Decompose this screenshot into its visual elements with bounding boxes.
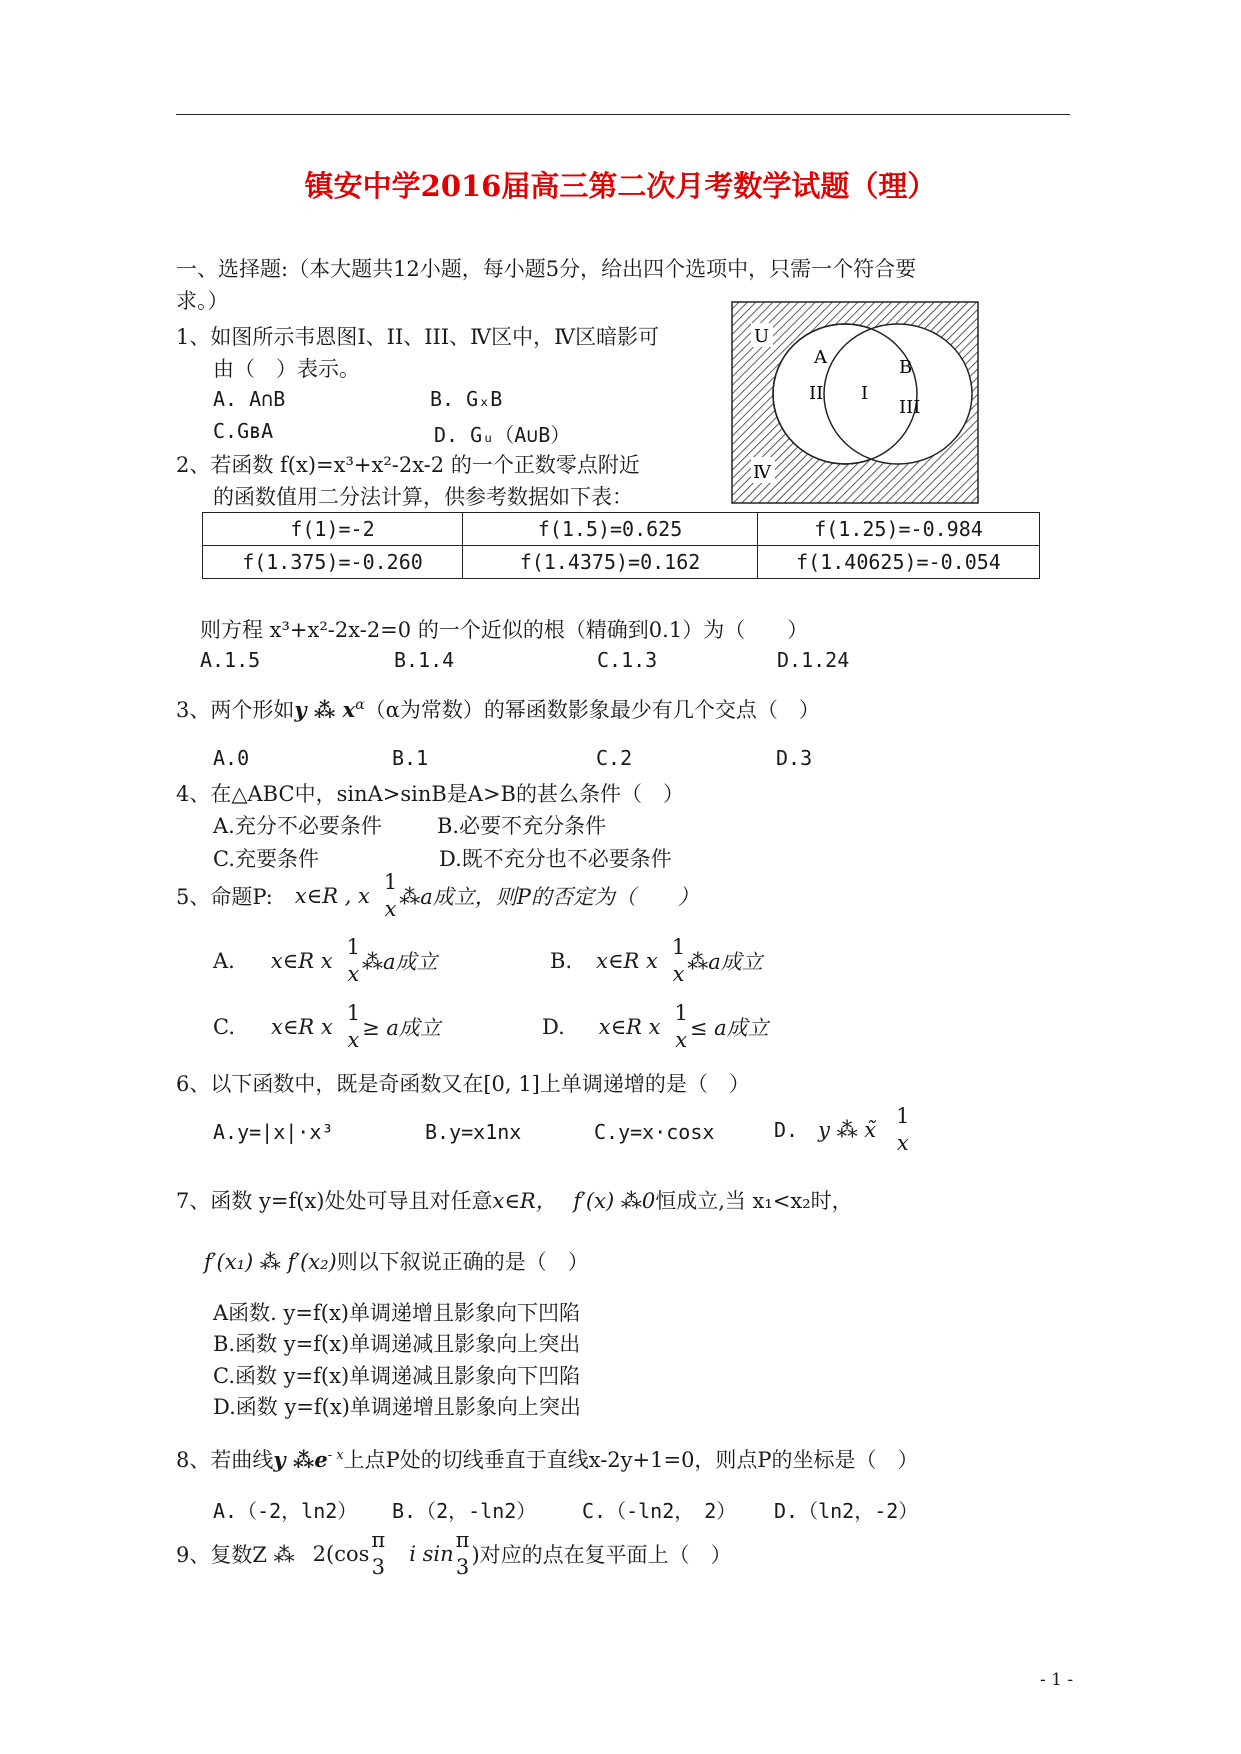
q3-option-d: D.3	[776, 746, 813, 770]
q5-option-d	[542, 1003, 769, 1051]
q5-option-d-fraction	[674, 1003, 687, 1051]
q6-option-b: B.y=x1nx	[425, 1120, 522, 1144]
q4-option-c: C.充要条件	[213, 847, 319, 871]
q2-stem-line2: 的函数值用二分法计算，供参考数据如下表：	[213, 485, 633, 509]
q5-option-b-fraction	[672, 937, 685, 985]
q6-stem: 6、以下函数中，既是奇函数又在[0, 1]上单调递增的是（ ）	[176, 1072, 750, 1096]
venn-label-ii: II	[809, 383, 824, 404]
q5-option-b-label: B.	[550, 949, 573, 973]
q8-formula: y ⁂e	[273, 1447, 328, 1472]
q8-stem-prefix: 8、若曲线	[176, 1448, 274, 1472]
q4-option-d: D.既不充分也不必要条件	[439, 847, 672, 871]
q2-stem-line1: 2、若函数 f(x)=x³+x²-2x-2 的一个正数零点附近	[176, 453, 640, 477]
q5-option-d-suffix: ≤ a成立	[689, 1016, 769, 1040]
q2-option-d: D.1.24	[777, 648, 850, 672]
q1-option-b: B. GₓB	[430, 387, 503, 411]
q1-option-d: D. Gᵤ（A∪B）	[434, 423, 571, 447]
venn-label-i: I	[861, 383, 869, 404]
page-title: 镇安中学2016届高三第二次月考数学试题（理）	[304, 169, 937, 203]
page-number: - 1 -	[1040, 1670, 1074, 1690]
fraction-denominator: x	[347, 962, 360, 986]
q5-option-c-label: C.	[213, 1015, 235, 1039]
q5-option-d-mid: x∈R x	[598, 1015, 661, 1039]
venn-label-u: U	[754, 326, 770, 347]
q7-option-d: D.函数 y=f(x)单调递增且影象向上突出	[213, 1395, 581, 1419]
fraction-denominator: 3	[455, 1555, 470, 1579]
q5-stem	[176, 872, 699, 920]
q2-tail: 则方程 x³+x²-2x-2=0 的一个近似的根（精确到0.1）为（ ）	[200, 618, 809, 642]
header-rule	[176, 114, 1070, 115]
table-cell: f(1.25)=-0.984	[758, 513, 1040, 546]
fraction-numerator: 1	[346, 1001, 361, 1025]
fraction-numerator: 1	[346, 935, 360, 959]
fraction-numerator: π	[455, 1528, 470, 1552]
q7-stem-line1	[176, 1185, 853, 1215]
venn-label-a: A	[814, 347, 827, 368]
q7-stem-suffix: 恒成立,当 x₁<x₂时，	[655, 1189, 853, 1213]
fraction-denominator: x	[384, 897, 397, 921]
q5-option-c-mid: x∈R x	[271, 1015, 333, 1039]
q5-option-b-mid: x∈R x	[596, 949, 658, 973]
q5-option-a-mid: x∈R x	[270, 949, 333, 973]
q9-stem-prefix: 9、复数Z ⁂	[176, 1543, 295, 1567]
q7-stem-derivative: f′(x) ⁂0	[573, 1189, 656, 1213]
fraction-denominator: x	[347, 1028, 360, 1052]
table-row	[203, 513, 1040, 546]
venn-label-iv: Ⅳ	[753, 462, 771, 483]
q2-option-c: C.1.3	[597, 648, 658, 672]
fraction-denominator: x	[675, 1028, 688, 1052]
q5-option-b	[550, 937, 763, 985]
venn-diagram	[731, 301, 979, 504]
q8-stem-suffix: 上点P处的切线垂直于直线x-2y+1=0，则点P的坐标是（ ）	[343, 1448, 919, 1472]
q8-option-b: B.（2，-ln2）	[392, 1499, 537, 1523]
q1-stem-line1: 1、如图所示韦恩图I、II、III、Ⅳ区中，Ⅳ区暗影可	[176, 325, 660, 349]
q9-formula-sin: i sin	[409, 1542, 454, 1566]
q6-option-d-fraction	[896, 1106, 909, 1154]
q5-option-a-label: A.	[213, 949, 235, 973]
q9-stem	[176, 1530, 732, 1578]
q7-option-b: B.函数 y=f(x)单调递减且影象向上突出	[213, 1332, 581, 1356]
q9-formula-cos: 2(cos	[312, 1542, 370, 1566]
q6-option-a: A.y=|x|·x³	[213, 1120, 334, 1144]
q5-option-c	[213, 1003, 441, 1051]
q8-option-d: D.（ln2，-2）	[774, 1499, 919, 1523]
fraction-numerator: 1	[674, 1001, 688, 1025]
table-row	[203, 546, 1040, 579]
q3-stem-suffix: （α为常数）的幂函数影象最少有几个交点（ ）	[364, 698, 820, 722]
q6-option-d	[774, 1106, 912, 1154]
table-cell: f(1)=-2	[203, 513, 463, 546]
q7-option-c: C.函数 y=f(x)单调递减且影象向下凹陷	[213, 1364, 581, 1388]
q5-stem-prefix: 5、命题P:	[176, 885, 273, 909]
q2-option-a: A.1.5	[200, 648, 261, 672]
q1-stem-line2: 由（ ）表示。	[213, 357, 360, 381]
q8-option-a: A.（-2，ln2）	[213, 1499, 358, 1523]
q8-exponent: - x	[327, 1448, 344, 1463]
q8-stem	[176, 1444, 919, 1474]
fraction-denominator: 3	[371, 1555, 385, 1579]
q9-fraction-1	[371, 1530, 385, 1578]
table-cell: f(1.5)=0.625	[463, 513, 758, 546]
q6-option-d-label: D.	[774, 1118, 799, 1142]
q5-option-c-suffix: ≥ a成立	[362, 1016, 441, 1040]
q1-option-c: C.GʙA	[213, 419, 274, 443]
q5-option-a	[213, 937, 437, 985]
q5-option-b-suffix: ⁂a成立	[687, 950, 763, 974]
q5-stem-mid: x∈R , x	[294, 884, 370, 908]
q3-option-c: C.2	[596, 746, 633, 770]
table-cell: f(1.4375)=0.162	[463, 546, 758, 579]
q4-option-a: A.充分不必要条件	[213, 814, 382, 838]
q1-option-a: A. A∩B	[213, 387, 286, 411]
q3-option-a: A.0	[213, 746, 250, 770]
q2-value-table	[202, 512, 1040, 579]
q3-stem	[176, 694, 820, 724]
q3-formula: y ⁂ x	[294, 697, 356, 722]
q6-option-c: C.y=x·cosx	[594, 1120, 715, 1144]
section-heading-line2: 求。）	[176, 289, 229, 313]
q4-stem: 4、在△ABC中，sinA>sinB是A>B的甚么条件（ ）	[176, 782, 684, 806]
section-heading-line1: 一、选择题:（本大题共12小题，每小题5分，给出四个选项中，只需一个符合要	[176, 257, 917, 281]
q5-stem-suffix: ⁂a成立，则P的否定为（ ）	[399, 885, 699, 909]
q9-fraction-2	[456, 1530, 470, 1578]
q5-option-a-fraction	[347, 937, 360, 985]
fraction-numerator: 1	[671, 935, 686, 959]
q8-option-c: C.（-ln2， 2）	[582, 1499, 737, 1523]
venn-label-b: B	[899, 357, 913, 378]
q3-stem-prefix: 3、两个形如	[176, 698, 295, 722]
table-cell: f(1.40625)=-0.054	[758, 546, 1040, 579]
fraction-denominator: x	[896, 1131, 909, 1155]
q5-fraction	[384, 872, 397, 920]
q5-option-a-suffix: ⁂a成立	[361, 950, 438, 974]
q7-stem-line2-suffix: 则以下叙说正确的是（ ）	[336, 1250, 589, 1274]
fraction-denominator: x	[672, 962, 685, 986]
q3-option-b: B.1	[392, 746, 429, 770]
q7-stem-formula: f′(x₁) ⁂ f′(x₂)	[204, 1250, 337, 1274]
venn-label-iii: III	[899, 397, 921, 418]
fraction-numerator: 1	[383, 870, 398, 894]
q4-option-b: B.必要不充分条件	[437, 814, 607, 838]
q7-stem-domain: x∈R，	[492, 1189, 557, 1213]
q6-option-d-mid: y ⁂ x̃	[818, 1118, 877, 1142]
q9-stem-suffix: )对应的点在复平面上（ ）	[471, 1543, 732, 1567]
q7-stem-line2	[204, 1246, 589, 1276]
q7-stem-prefix: 7、函数 y=f(x)处处可导且对任意	[176, 1189, 493, 1213]
q5-option-c-fraction	[347, 1003, 360, 1051]
fraction-numerator: π	[371, 1528, 386, 1552]
table-cell: f(1.375)=-0.260	[203, 546, 463, 579]
q3-alpha: α	[355, 697, 365, 713]
q7-option-a: A函数. y=f(x)单调递增且影象向下凹陷	[213, 1301, 580, 1325]
q5-option-d-label: D.	[542, 1015, 565, 1039]
q2-option-b: B.1.4	[394, 648, 455, 672]
fraction-numerator: 1	[896, 1104, 910, 1128]
